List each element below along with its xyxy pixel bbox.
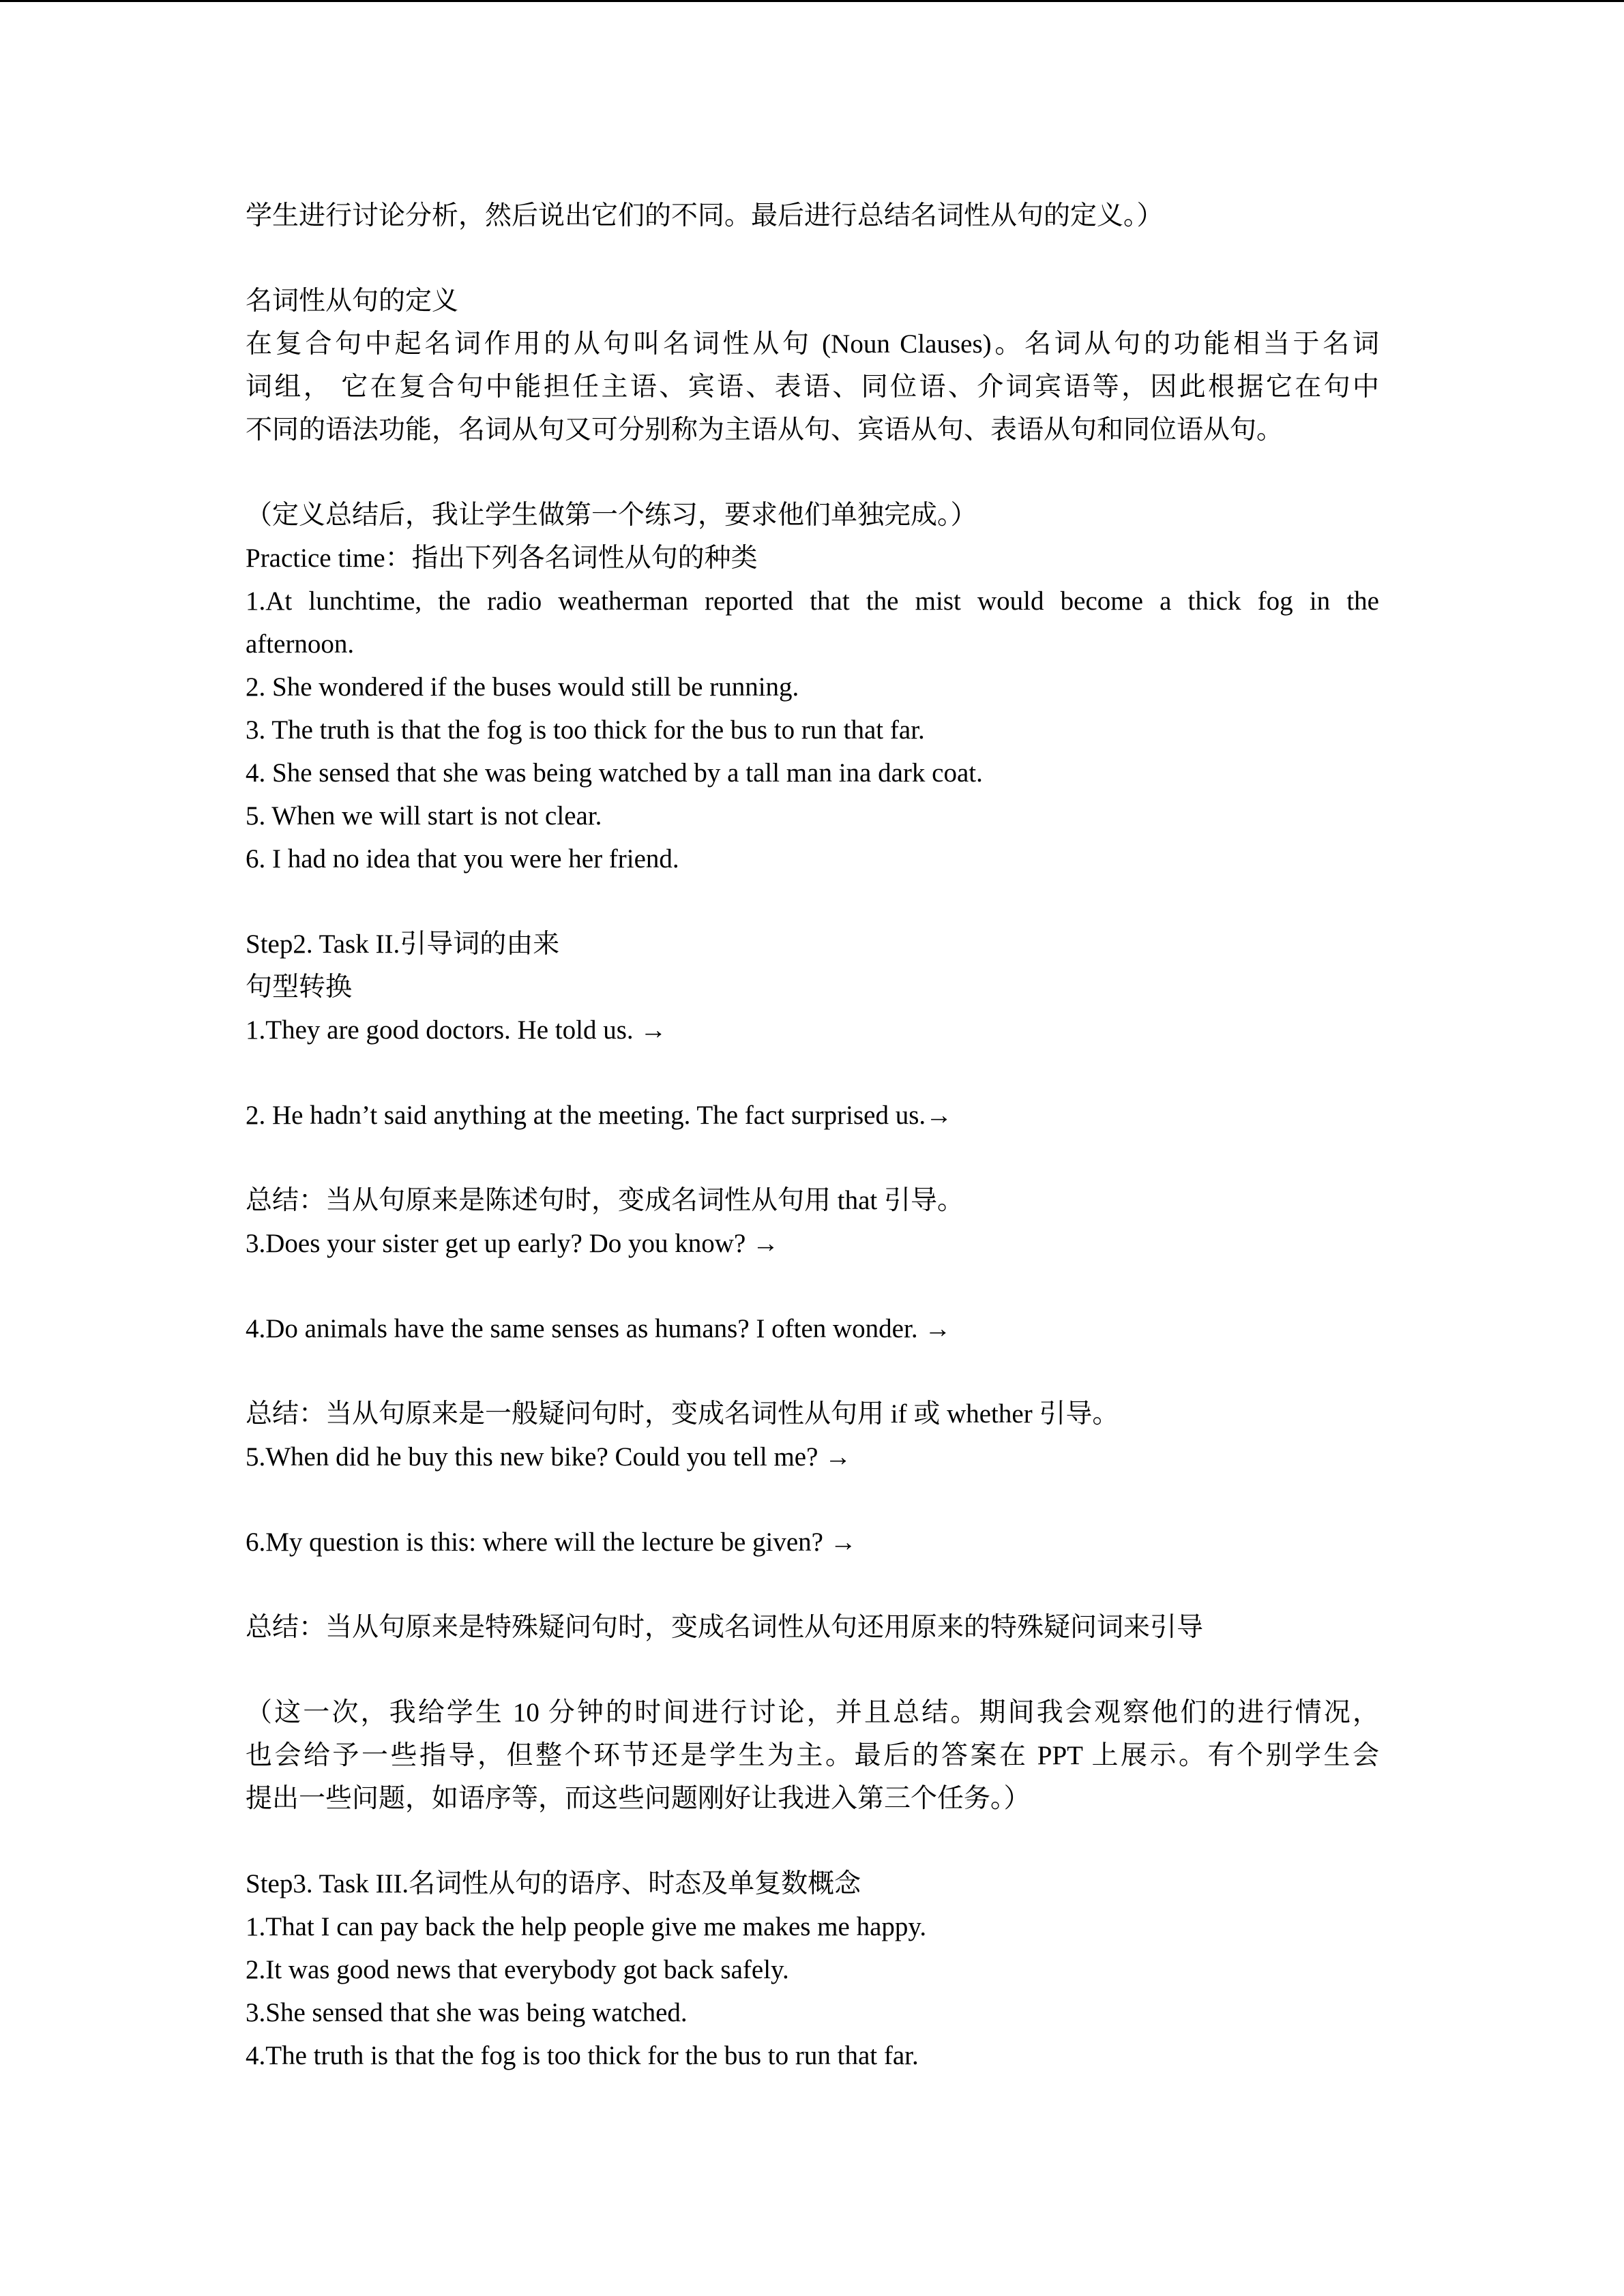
practice-item-continued: afternoon. xyxy=(246,629,355,659)
step2-subtitle: 句型转换 xyxy=(246,972,353,1002)
practice-note: （定义总结后，我让学生做第一个练习，要求他们单独完成。） xyxy=(246,501,977,530)
blank-line xyxy=(246,1052,1379,1094)
discussion-line: 提出一些问题，如语序等，而这些问题刚好让我进入第三个任务。） xyxy=(246,1784,1031,1813)
discussion-line: 也会给予一些指导，但整个环节还是学生为主。最后的答案在 PPT 上展示。有个别学生会 xyxy=(246,1741,1379,1770)
summary-statement: 总结：当从句原来是一般疑问句时，变成名词性从句用 if 或 whether 引导。 xyxy=(246,1399,1119,1429)
example-sentence: 4.The truth is that the fog is too thick for the bus to run that far. xyxy=(246,2041,919,2070)
practice-item: 4. She sensed that she was being watched by a tall man ina dark coat. xyxy=(246,758,983,788)
conversion-question: 2. He hadn’t said anything at the meeting. The fact surprised us.→ xyxy=(246,1101,953,1130)
blank-line xyxy=(246,1820,1379,1862)
conversion-question: 6.My question is this: where will the lecture be given? → xyxy=(246,1527,857,1557)
blank-line xyxy=(246,1564,1379,1606)
conversion-question: 4.Do animals have the same senses as humans? I often wonder. → xyxy=(246,1314,951,1343)
blank-line xyxy=(246,1137,1379,1179)
practice-item: 5. When we will start is not clear. xyxy=(246,801,602,831)
definition-line: 在复合句中起名词作用的从句叫名词性从句 (Noun Clauses)。名词从句的功能相当于名词 xyxy=(246,329,1379,359)
example-sentence: 1.That I can pay back the help people give me makes me happy. xyxy=(246,1912,927,1941)
practice-item: 2. She wondered if the buses would still be running. xyxy=(246,672,799,702)
practice-item: 3. The truth is that the fog is too thick for the bus to run that far. xyxy=(246,715,925,745)
blank-line xyxy=(246,1350,1379,1392)
conversion-question: 1.They are good doctors. He told us. → xyxy=(246,1015,667,1045)
practice-title: Practice time：指出下列各名词性从句的种类 xyxy=(246,543,758,573)
blank-line xyxy=(246,1478,1379,1521)
definition-line: 词组， 它在复合句中能担任主语、宾语、表语、同位语、介词宾语等，因此根据它在句中 xyxy=(246,372,1379,402)
conversion-question: 5.When did he buy this new bike? Could you tell me? → xyxy=(246,1442,852,1472)
example-sentence: 2.It was good news that everybody got back safely. xyxy=(246,1955,789,1984)
summary-statement: 总结：当从句原来是陈述句时，变成名词性从句用 that 引导。 xyxy=(246,1186,964,1215)
discussion-line: （这一次，我给学生 10 分钟的时间进行讨论，并且总结。期间我会观察他们的进行情况， xyxy=(246,1698,1379,1727)
blank-line xyxy=(246,451,1379,494)
intro-text: 学生进行讨论分析，然后说出它们的不同。最后进行总结名词性从句的定义。） xyxy=(246,201,1164,230)
document-body xyxy=(246,194,1379,2077)
step2-title: Step2. Task II.引导词的由来 xyxy=(246,929,560,959)
practice-item: 1.At lunchtime, the radio weatherman reported that the mist would become a thick fog in the xyxy=(246,586,1379,616)
blank-line xyxy=(246,1649,1379,1691)
definition-line: 不同的语法功能，名词从句又可分别称为主语从句、宾语从句、表语从句和同位语从句。 xyxy=(246,415,1284,445)
summary-statement: 总结：当从句原来是特殊疑问句时，变成名词性从句还用原来的特殊疑问词来引导 xyxy=(246,1613,1204,1642)
blank-line xyxy=(246,1265,1379,1307)
blank-line xyxy=(246,880,1379,923)
blank-line xyxy=(246,237,1379,280)
conversion-question: 3.Does your sister get up early? Do you know? → xyxy=(246,1229,779,1258)
example-sentence: 3.She sensed that she was being watched. xyxy=(246,1998,688,2027)
step3-title: Step3. Task III.名词性从句的语序、时态及单复数概念 xyxy=(246,1869,861,1898)
practice-item: 6. I had no idea that you were her friend. xyxy=(246,844,679,874)
definition-heading: 名词性从句的定义 xyxy=(246,286,459,316)
